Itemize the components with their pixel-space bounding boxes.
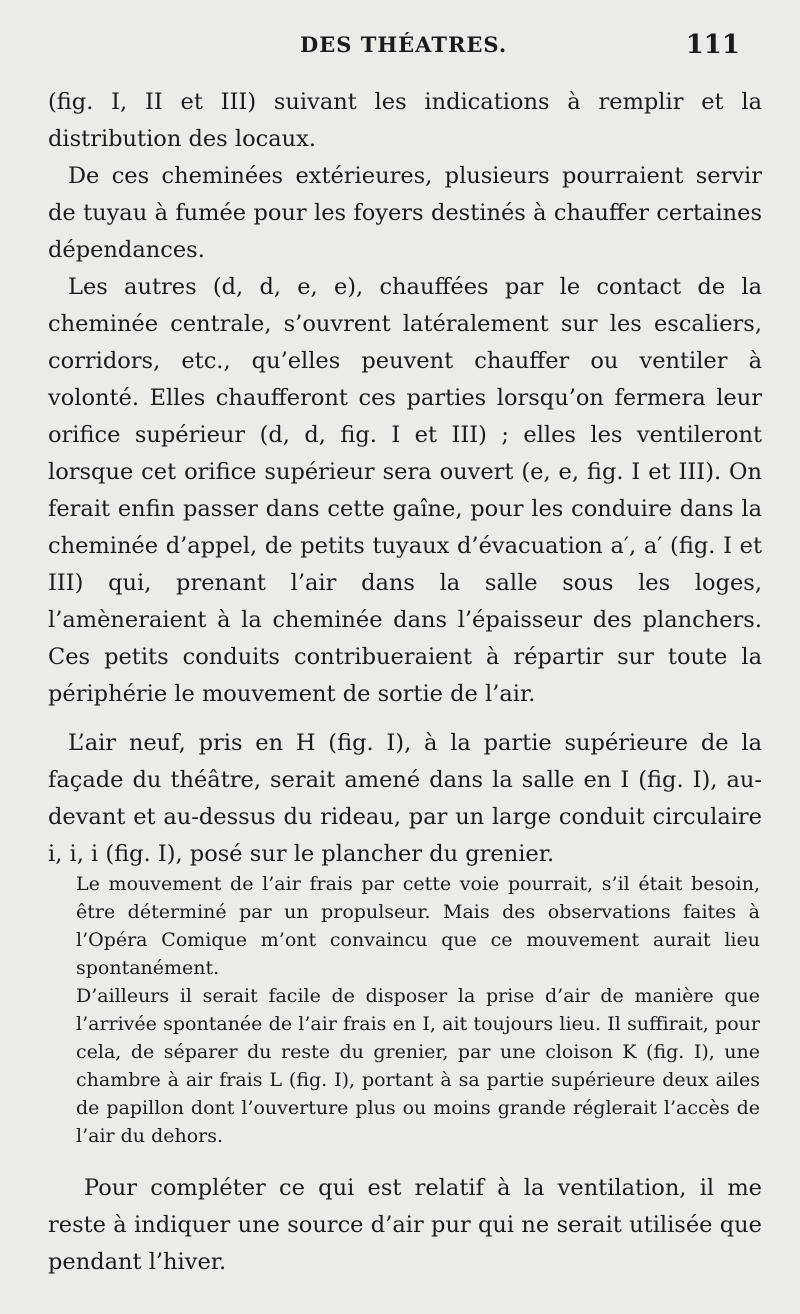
note-2: D’ailleurs il serait facile de disposer la prise d’air de manière que l’arrivée spontanée de l’air frais en I, ait toujours lieu. Il suffirait, pour cela, de séparer du reste du grenier, par une cloison K (fig. I), une chambre à air frais L (fig. I), portant à sa partie supérieure deux ailes de papillon dont l’ouverture plus ou moins grande réglerait l’accès de l’air du dehors. bbox=[76, 985, 760, 1147]
note-1: Le mouvement de l’air frais par cette voie pourrait, s’il était besoin, être déterminé par un propulseur. Mais des observations faites à l’Opéra Comique m’ont convaincu que ce mouvement aurait lieu spontanément. bbox=[76, 873, 760, 979]
page-header bbox=[0, 30, 800, 66]
paragraph-3: Les autres (d, d, e, e), chauffées par le contact de la cheminée centrale, s’ouvrent latéralement sur les escaliers, corridors, etc., qu’elles peuvent chauffer ou ventiler à volonté. Elles chaufferont ces parties lorsqu’on fermera leur orifice supérieur (d, d, fig. I et III) ; elles les ventileront lorsque cet orifice supérieur sera ouvert (e, e, fig. I et III). On ferait enfin passer dans cette gaîne, pour les conduire dans la cheminée d’appel, de petits tuyaux d’évacuation a′, a′ (fig. I et III) qui, prenant l’air dans la salle sous les loges, l’amèneraient à la cheminée dans l’épaisseur des planchers. Ces petits conduits contribueraient à répartir sur toute la périphérie le mouvement de sortie de l’air. bbox=[48, 274, 762, 707]
paragraph-4: L’air neuf, pris en H (fig. I), à la partie supérieure de la façade du théâtre, serait amené dans la salle en I (fig. I), au-devant et au-dessus du rideau, par un large conduit circulaire i, i, i (fig. I), posé sur le plancher du grenier. bbox=[48, 730, 762, 867]
note-text bbox=[76, 870, 760, 1150]
page-number: 111 bbox=[685, 30, 740, 60]
paragraph-2: De ces cheminées extérieures, plusieurs pourraient servir de tuyau à fumée pour les foyers destinés à chauffer certaines dépendances. bbox=[48, 163, 762, 263]
main-text bbox=[48, 84, 762, 873]
closing-paragraph: Pour compléter ce qui est relatif à la ventilation, il me reste à indiquer une source d’air pur qui ne serait utilisée que pendant l’hiver. bbox=[48, 1175, 762, 1275]
running-head: DES THÉATRES. bbox=[300, 32, 508, 57]
paragraph-1: (fig. I, II et III) suivant les indications à remplir et la distribution des locaux. bbox=[48, 89, 762, 152]
closing-text bbox=[48, 1170, 762, 1281]
